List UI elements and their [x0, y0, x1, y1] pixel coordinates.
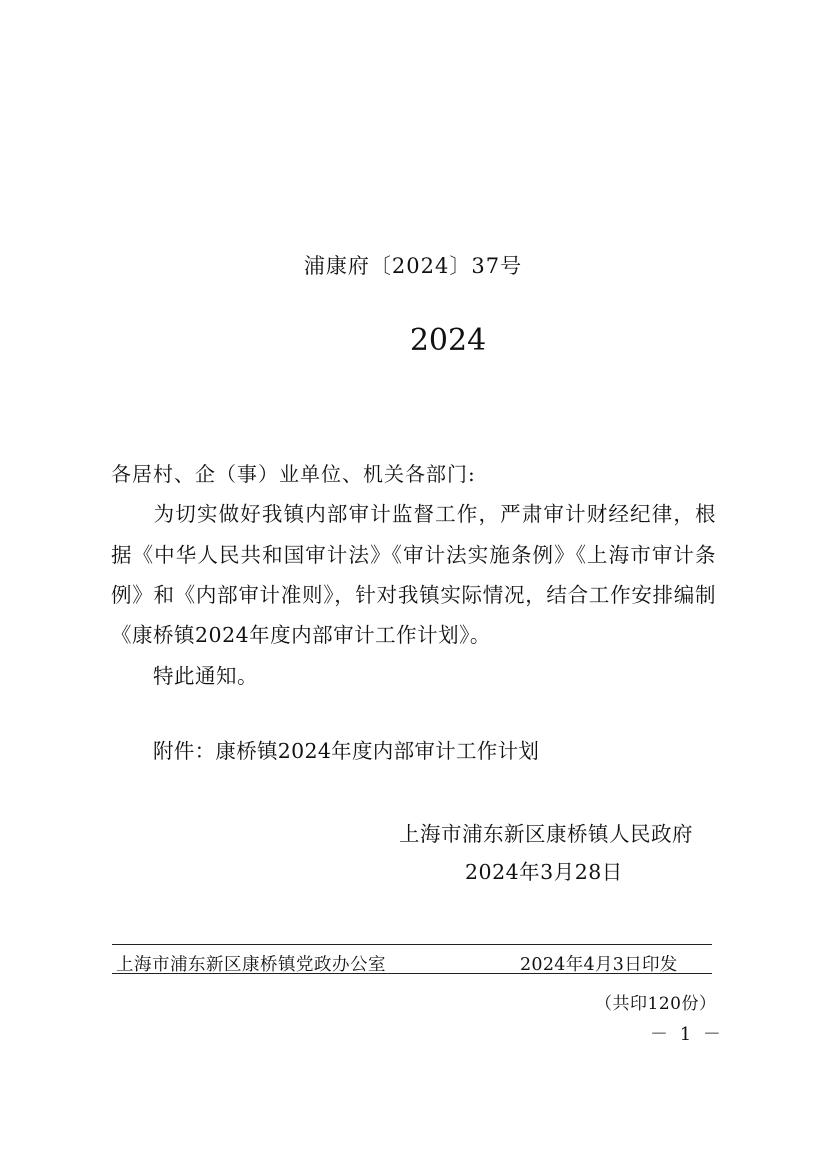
paragraph-line: 据《中华人民共和国审计法》《审计法实施条例》《上海市审计条: [111, 543, 716, 567]
page-number: － 1 －: [650, 1024, 724, 1045]
paragraph-line-text: 为切实做好我镇内部审计监督工作，严肃审计财经纪律，根: [153, 502, 716, 526]
issue-date: 2024年3月28日: [465, 860, 623, 884]
document-number: 浦康府〔2024〕37号: [303, 254, 523, 278]
footer-divider-top: [112, 944, 712, 945]
paragraph-line: 例》和《内部审计准则》，针对我镇实际情况，结合工作安排编制: [111, 583, 716, 607]
footer-office: 上海市浦东新区康桥镇党政办公室: [116, 955, 386, 975]
footer-divider-bottom: [112, 973, 712, 974]
attachment-note: 附件：康桥镇2024年度内部审计工作计划: [153, 739, 540, 763]
salutation: 各居村、企（事）业单位、机关各部门:: [111, 462, 476, 486]
copies-count: （共印120份）: [595, 994, 717, 1014]
paragraph-line: 《康桥镇2024年度内部审计工作计划》。: [111, 623, 491, 647]
closing-notice: 特此通知。: [153, 664, 258, 688]
paragraph-line: [111, 497, 716, 527]
footer-print-date: 2024年4月3日印发: [520, 955, 678, 975]
document-title: 2024: [409, 323, 487, 358]
issuer-signature: 上海市浦东新区康桥镇人民政府: [399, 822, 693, 846]
